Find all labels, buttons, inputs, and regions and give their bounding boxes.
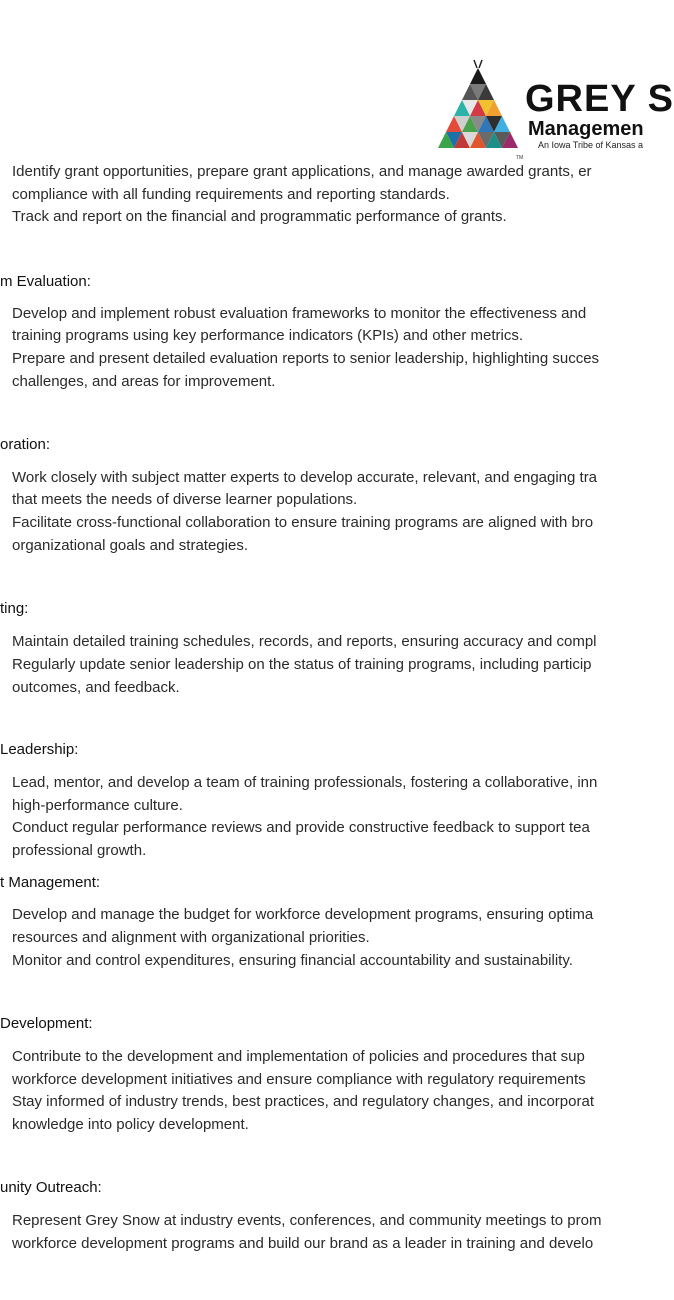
section-line: Stay informed of industry trends, best practices, and regulatory changes, and incorporat (12, 1093, 594, 1110)
section-heading: unity Outreach: (0, 1179, 102, 1196)
section-line: knowledge into policy development. (12, 1116, 249, 1133)
grants-line-2: compliance with all funding requirements and reporting standards. (12, 186, 450, 203)
section-heading: m Evaluation: (0, 273, 91, 290)
section-heading: Leadership: (0, 741, 79, 758)
section-line: that meets the needs of diverse learner populations. (12, 491, 358, 508)
section-line: training programs using key performance indicators (KPIs) and other metrics. (12, 327, 524, 344)
section-line: high-performance culture. (12, 797, 183, 814)
section-line: workforce development initiatives and ensure compliance with regulatory requirements (12, 1071, 586, 1088)
section-line: challenges, and areas for improvement. (12, 373, 276, 390)
section-line: workforce development programs and build our brand as a leader in training and develo (12, 1235, 594, 1252)
section-line: Contribute to the development and implementation of policies and procedures that sup (12, 1048, 585, 1065)
section-line: Lead, mentor, and develop a team of training professionals, fostering a collaborative, inn (12, 774, 598, 791)
grants-line-1: Identify grant opportunities, prepare grant applications, and manage awarded grants, er (12, 163, 592, 180)
company-logo (428, 60, 674, 161)
section-line: Conduct regular performance reviews and provide constructive feedback to support tea (12, 819, 590, 836)
section-heading: Development: (0, 1015, 93, 1032)
grants-line-3: Track and report on the financial and programmatic performance of grants. (12, 208, 507, 225)
section-heading: t Management: (0, 874, 101, 891)
section-line: organizational goals and strategies. (12, 537, 248, 554)
section-heading: oration: (0, 436, 51, 453)
section-heading: ting: (0, 600, 29, 617)
tipi-triangle-icon (428, 60, 528, 160)
section-line: Facilitate cross-functional collaboration to ensure training programs are aligned with bro (12, 514, 594, 531)
section-line: professional growth. (12, 842, 147, 859)
section-line: Monitor and control expenditures, ensuring financial accountability and sustainability. (12, 952, 573, 969)
logo-subtitle: Managemen (528, 118, 644, 140)
trademark-mark: TM (516, 155, 524, 161)
logo-wordmark: GREY S (525, 78, 674, 120)
logo-tagline: An Iowa Tribe of Kansas a (538, 140, 644, 150)
section-line: Work closely with subject matter experts to develop accurate, relevant, and engaging tra (12, 469, 598, 486)
section-line: Represent Grey Snow at industry events, conferences, and community meetings to prom (12, 1212, 602, 1229)
section-line: Develop and implement robust evaluation frameworks to monitor the effectiveness and (12, 305, 587, 322)
section-line: Maintain detailed training schedules, records, and reports, ensuring accuracy and compl (12, 633, 597, 650)
section-line: resources and alignment with organizational priorities. (12, 929, 370, 946)
section-line: Develop and manage the budget for workforce development programs, ensuring optima (12, 906, 594, 923)
section-line: outcomes, and feedback. (12, 679, 180, 696)
section-line: Regularly update senior leadership on the status of training programs, including particip (12, 656, 592, 673)
section-line: Prepare and present detailed evaluation reports to senior leadership, highlighting succes (12, 350, 600, 367)
